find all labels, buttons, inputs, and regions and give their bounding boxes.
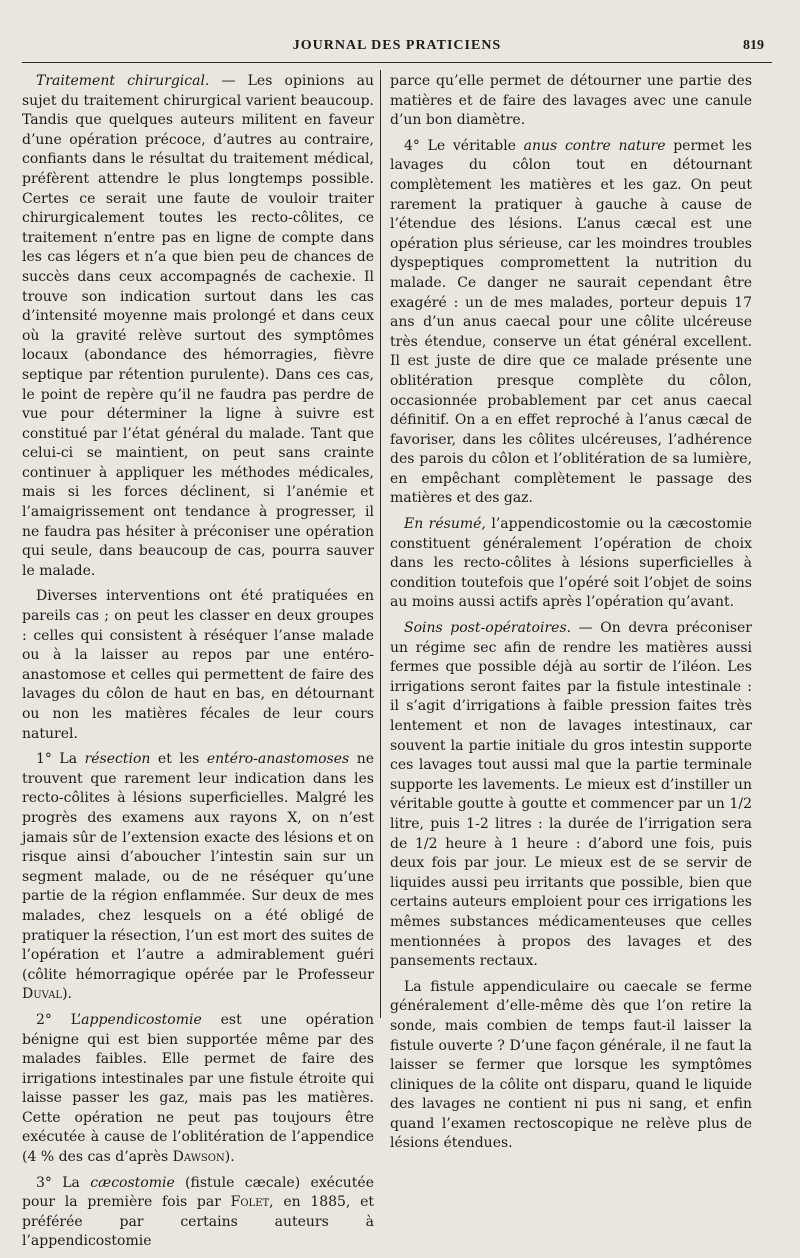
paragraph-post-operative-care (390, 619, 752, 972)
author-name: Folet (230, 1194, 270, 1211)
list-marker: 3° La (36, 1174, 91, 1191)
list-marker: 4° Le véritable (404, 137, 524, 154)
paragraph-surgical-treatment (22, 72, 374, 581)
paragraph-text: Diverses interventions ont été pratiquées en pareils cas ; on peut les classer en deux groupes : celles qui consistent à réséquer l’anse malade ou à la laisser au repos par une entéro-anastomose et celles qui permettent de faire des lavages du côlon de haut en bas, en détournant ou non les matières fécales de leur cours naturel. (22, 588, 374, 742)
term-appendicostomy: appendicostomie (81, 1011, 202, 1028)
paragraph-text: est une opération bénigne qui est bien supportée même par des malades faibles. Elle permet de faire des irrigations intestinales par une fistule étroite qui laisse passer les gaz, mais pas les matières. Cette opération ne peut pas toujours être exécutée à cause de l’oblitération de l’appendice (4 % des cas d’après (22, 1011, 375, 1166)
author-name: Duval (22, 986, 63, 1003)
term-caecostomy: cæcostomie (90, 1174, 175, 1191)
left-column (22, 72, 374, 1258)
journal-title: JOURNAL DES PRATICIENS (292, 38, 502, 53)
paragraph-summary (390, 515, 752, 613)
paragraph-text: permet les lavages du côlon tout en détournant complètement les matières et les gaz. On peut rarement la pratiquer à gauche à cause de l’étendue des lésions. L’anus cæcal est une opération plus sérieuse, car les moindres troubles dyspeptiques compromettent la nutrition du malade. Ce danger ne saurait cependant être exagéré : un de mes malades, porteur depuis 17 ans d’un anus caecal pour une côlite ulcéreuse très étendue, conserve un état général excellent. Il est juste de dire que ce malade présente une oblitération presque complète du côlon, occasionnée probablement par cet anus caecal définitif. On a en effet reproché à l’anus cæcal de favoriser, dans les côlites ulcéreuses, l’adhérence des parois du côlon et l’oblitération de sa lumière, en empêchant complètement le passage des matières et des gaz. (390, 137, 752, 507)
author-name: Dawson (172, 1149, 225, 1166)
paragraph-text: (fistule cæcale) exécutée pour la première fois par (22, 1174, 375, 1211)
list-marker: 1° La (36, 751, 85, 768)
paragraph-text: — On devra préconiser un régime sec afin de rendre les matières aussi fermes que possible déjà au sortir de l’iléon. Les irrigations seront faites par la fistule intestinale : il s’agit d’irrigations à faible pression faites très lentement et non de lavages intestinaux, car souvent la partie initiale du gros intestin supporte ces lavages tout aussi mal que la partie terminale supporte les lavements. Le mieux est d’instiller un véritable goutte à goutte et commencer par un 1/2 litre, puis 1-2 litres : la durée de l’irrigation sera de 1/2 heure à 1 heure : d’abord une fois, puis deux fois par jour. Le mieux est de se servir de liquides aussi peu irritants que possible, bien que certains auteurs emploient pour ces irrigations les mêmes substances médicamenteuses que celles mentionnées à propos des lavages et des pansements rectaux. (390, 620, 752, 970)
term-anus-contre-nature: anus contre nature (523, 137, 666, 154)
column-divider (380, 70, 381, 1018)
paragraph-text: ne trouvent que rarement leur indication dans les recto-côlites à lésions superficielles. Malgré les progrès des examens aux rayons X, on n’est jamais sûr de l’extension exacte des lésions et on risque ainsi d’aboucher l’intestin sain sur un segment malade, ou de ne réséquer qu’une partie de la région enflammée. Sur deux de mes malades, chez lesquels on a été obligé de pratiquer la résection, l’un est mort des suites de l’opération et l’autre a admirablement guéri (côlite hémorragique opérée par le Professeur (22, 751, 374, 983)
paragraph-text: parce qu’elle permet de détourner une partie des matières et de faire des lavages avec une canule d’un bon diamètre. (390, 73, 752, 129)
term-resection: résection (84, 751, 151, 768)
paragraph-text: ). (62, 986, 72, 1003)
paragraph-text: et les (150, 751, 207, 768)
paragraph-anus-contre-nature (390, 137, 752, 509)
list-marker: 2° L’ (36, 1011, 82, 1028)
paragraph-caecostomy (22, 1174, 374, 1252)
term-entero-anastomoses: entéro-anastomoses (206, 751, 350, 768)
paragraph-interventions (22, 587, 374, 744)
heading-summary: En résumé, (404, 516, 486, 533)
paragraph-text: ). (224, 1149, 235, 1166)
paragraph-text: , en 1885, et préférée par certains auteurs à l’appendicostomie (22, 1194, 375, 1250)
paragraph-continuation (390, 72, 752, 131)
page-number: 819 (743, 38, 764, 53)
paragraph-appendicostomy (22, 1011, 374, 1168)
heading-post-operative-care: Soins post-opératoires. (404, 620, 572, 637)
running-header (22, 32, 772, 63)
paragraph-resection (22, 750, 374, 1005)
paragraph-text: — Les opinions au sujet du traitement chirurgical varient beaucoup. Tandis que quelques auteurs militent en faveur d’une opération précoce, d’autres au contraire, confiants dans le résultat du traitement médical, préfèrent attendre le plus longtemps possible. Certes ce serait une faute de vouloir traiter chirurgicalement toutes les recto-côlites, ce traitement n’entre pas en ligne de compte dans les cas légers et n’a que bien peu de chances de succès dans ceux accompagnés de cachexie. Il trouve son indication surtout dans les cas d’intensité moyenne mais prolongé et dans ceux où la gravité relève surtout des symptômes locaux (abondance des hémorragies, fièvre septique par rétention purulente). Dans ces cas, le point de repère qu’il ne faudra pas perdre de vue pour déterminer la ligne à suivre est constitué par l’état général du malade. Tant que celui-ci se maintient, on peut sans crainte continuer à appliquer les méthodes médicales, mais si les forces déclinent, si l’anémie et l’amaigrissement ont tendance à progresser, il ne faudra pas hésiter à préconiser une opération qui seule, dans beaucoup de cas, pourra sauver le malade. (22, 73, 374, 579)
paragraph-text: l’appendicostomie ou la cæcostomie constituent généralement l’opération de choix dans les recto-côlites à lésions superficielles à condition toutefois que l’opéré soit l’objet de soins au moins aussi actifs après l’opération qu’avant. (390, 516, 752, 611)
right-column (390, 72, 752, 1160)
paragraph-fistula (390, 978, 752, 1154)
paragraph-text: La fistule appendiculaire ou caecale se ferme généralement d’elle-même dès que l’on retire la sonde, mais combien de temps faut-il laisser la fistule ouverte ? D’une façon générale, il ne faut la laisser se fermer que lorsque les symptômes cliniques de la côlite ont disparu, quand le liquide des lavages ne contient ni pus ni sang, et enfin quand l’examen rectoscopique ne relève plus de lésions étendues. (390, 978, 752, 1152)
heading-surgical-treatment: Traitement chirurgical. (36, 73, 210, 89)
